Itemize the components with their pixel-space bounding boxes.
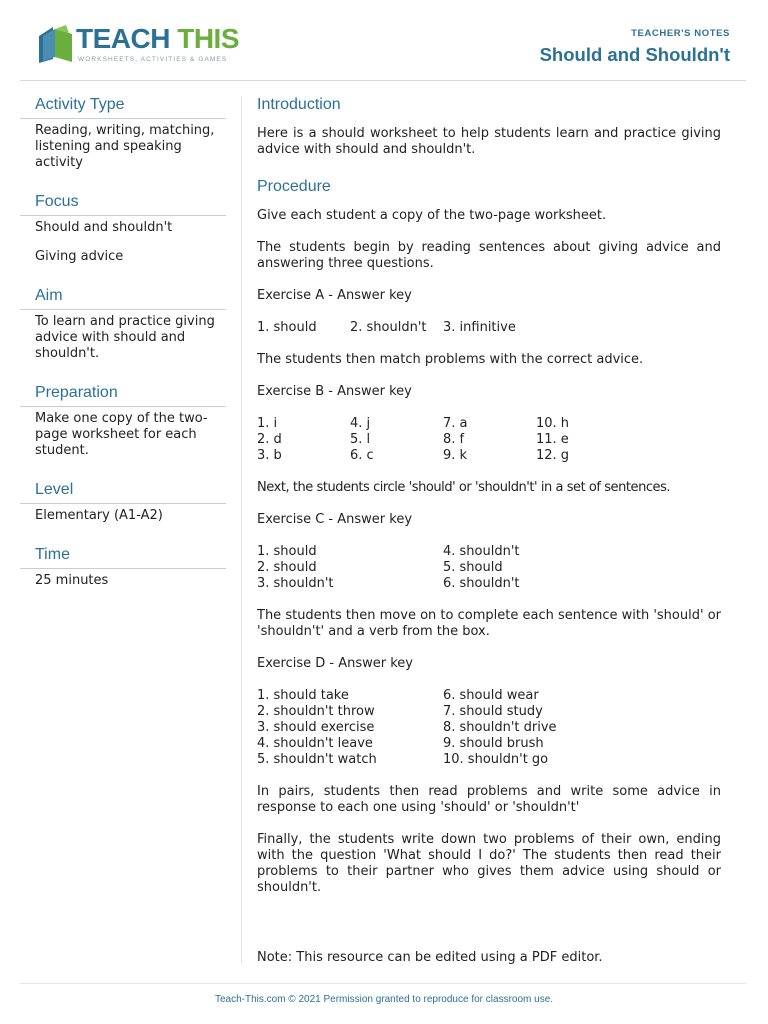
sidebar-heading: Aim: [20, 283, 226, 310]
answer-item: 3. should exercise: [257, 720, 375, 735]
answer-item: 2. shouldn't: [350, 320, 427, 335]
document-title: Should and Shouldn't: [539, 44, 730, 65]
answer-item: 3. b: [257, 448, 282, 463]
procedure-paragraph: The students then move on to complete each sentence with 'should' or 'shouldn't' and a verb from the box.: [257, 608, 721, 639]
exercise-a-answers: [257, 320, 721, 336]
introduction-text: Here is a should worksheet to help students learn and practice giving advice with should and shouldn't.: [257, 126, 721, 157]
procedure-paragraph: Next, the students circle 'should' or 'shouldn't' in a set of sentences.: [257, 480, 671, 495]
introduction-heading: Introduction: [257, 96, 341, 113]
procedure-paragraph: In pairs, students then read problems and write some advice in response to each one using 'should' or 'shouldn't': [257, 784, 721, 815]
exercise-b-answers: [257, 416, 721, 464]
answer-item: 1. i: [257, 416, 278, 431]
sidebar-text: Elementary (A1-A2): [35, 508, 163, 523]
answer-item: 5. l: [350, 432, 371, 447]
answer-item: 8. shouldn't drive: [443, 720, 557, 735]
answer-item: 6. should wear: [443, 688, 539, 703]
answer-item: 4. j: [350, 416, 371, 431]
exercise-c-answers: [257, 544, 721, 592]
page-header: [0, 0, 768, 80]
sidebar-heading: Time: [20, 542, 226, 569]
answer-item: 7. should study: [443, 704, 543, 719]
answer-item: 2. should: [257, 560, 317, 575]
answer-item: 6. shouldn't: [443, 576, 520, 591]
sidebar-text: Make one copy of the two-page worksheet for each student.: [35, 411, 208, 458]
book-logo-icon: [36, 24, 74, 64]
footer-divider: [20, 983, 746, 984]
answer-item: 10. shouldn't go: [443, 752, 549, 767]
procedure-paragraph: The students begin by reading sentences about giving advice and answering three questions.: [257, 240, 721, 271]
answer-item: 4. shouldn't: [443, 544, 520, 559]
sidebar-heading: Focus: [20, 189, 226, 216]
answer-item: 1. should take: [257, 688, 349, 703]
teachers-notes-label: TEACHER'S NOTES: [631, 28, 730, 39]
sidebar-text: To learn and practice giving advice with should and shouldn't.: [35, 314, 215, 361]
editor-note: Note: This resource can be edited using a PDF editor.: [257, 950, 603, 965]
procedure-paragraph: Give each student a copy of the two-page worksheet.: [257, 208, 607, 223]
logo-word-this: THIS: [177, 23, 240, 54]
sidebar-heading: Preparation: [20, 380, 226, 407]
answer-item: 11. e: [536, 432, 569, 447]
answer-item: 3. infinitive: [443, 320, 516, 335]
answer-item: 5. shouldn't watch: [257, 752, 377, 767]
answer-item: 8. f: [443, 432, 465, 447]
sidebar-heading: Activity Type: [20, 92, 226, 119]
sidebar-aim: [20, 283, 226, 362]
answer-item: 12. g: [536, 448, 570, 463]
answer-item: 6. c: [350, 448, 374, 463]
procedure-heading: Procedure: [257, 178, 331, 195]
sidebar-focus: [20, 189, 226, 265]
answer-item: 3. shouldn't: [257, 576, 334, 591]
sidebar-text: Giving advice: [35, 249, 124, 264]
sidebar-preparation: [20, 380, 226, 459]
answer-item: 10. h: [536, 416, 570, 431]
sidebar-text: 25 minutes: [35, 573, 109, 588]
logo-word-teach: TEACH: [76, 23, 170, 54]
sidebar: [20, 92, 226, 607]
logo-tagline: WORKSHEETS, ACTIVITIES & GAMES: [78, 56, 228, 63]
exercise-d-label: Exercise D - Answer key: [257, 656, 413, 671]
answer-item: 4. shouldn't leave: [257, 736, 373, 751]
exercise-c-label: Exercise C - Answer key: [257, 512, 413, 527]
header-divider: [20, 80, 746, 81]
main-content: [257, 92, 721, 965]
sidebar-text: Should and shouldn't: [35, 220, 173, 235]
sidebar-text: Reading, writing, matching, listening and speaking activity: [35, 123, 215, 170]
column-divider: [241, 96, 242, 964]
answer-item: 1. should: [257, 320, 317, 335]
sidebar-activity-type: [20, 92, 226, 171]
answer-item: 5. should: [443, 560, 503, 575]
copyright-footer: Teach-This.com © 2021 Permission granted to reproduce for classroom use.: [214, 994, 554, 1005]
exercise-a-label: Exercise A - Answer key: [257, 288, 412, 303]
procedure-paragraph: The students then match problems with the correct advice.: [257, 352, 644, 367]
teach-this-logo: [36, 24, 239, 64]
answer-item: 1. should: [257, 544, 317, 559]
exercise-d-answers: [257, 688, 721, 768]
answer-item: 2. d: [257, 432, 282, 447]
answer-item: 9. should brush: [443, 736, 544, 751]
answer-item: 9. k: [443, 448, 468, 463]
sidebar-heading: Level: [20, 477, 226, 504]
sidebar-level: [20, 477, 226, 524]
procedure-paragraph: Finally, the students write down two problems of their own, ending with the question 'What should I do?' The students then read their problems to their partner who gives them advice using should or shouldn't.: [257, 832, 721, 895]
answer-item: 2. shouldn't throw: [257, 704, 375, 719]
exercise-b-label: Exercise B - Answer key: [257, 384, 412, 399]
sidebar-time: [20, 542, 226, 589]
answer-item: 7. a: [443, 416, 468, 431]
